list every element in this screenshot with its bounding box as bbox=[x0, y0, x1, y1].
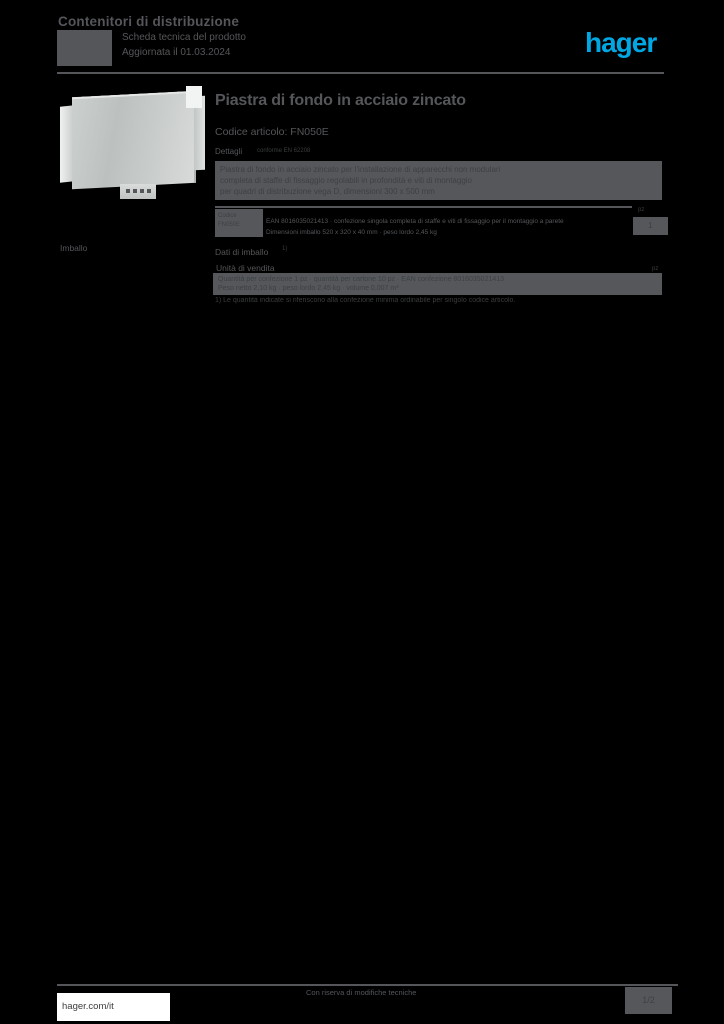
header-title: Contenitori di distribuzione bbox=[58, 14, 240, 29]
order-code-value: FN050E bbox=[218, 222, 241, 228]
plate-body-icon bbox=[72, 91, 196, 189]
footer-site-link[interactable]: hager.com/it bbox=[57, 993, 170, 1021]
plate-highlight-icon bbox=[186, 86, 202, 108]
header-mark bbox=[57, 30, 112, 66]
footer-page-box: 1/2 bbox=[625, 987, 672, 1014]
order-row-2: Dimensioni imballo 520 x 320 x 40 mm · peso lordo 2,45 kg bbox=[266, 229, 437, 236]
order-code-label: Codice bbox=[218, 213, 237, 219]
product-title: Piastra di fondo in acciaio zincato bbox=[215, 92, 466, 109]
footer-divider bbox=[57, 984, 678, 986]
logistics-unit-label: pz bbox=[652, 266, 659, 272]
product-code: Codice articolo: FN050E bbox=[215, 126, 329, 138]
plate-screws-icon bbox=[126, 189, 130, 193]
order-unit-label: pz bbox=[638, 207, 645, 213]
order-code-cell bbox=[215, 209, 263, 237]
order-row-1: EAN 8016035021413 · confezione singola completa di staffe e viti di fissaggio per il montaggio a parete bbox=[266, 218, 564, 225]
margin-label-imballo: Imballo bbox=[60, 243, 88, 253]
logistics-heading: Dati di imballo bbox=[215, 247, 269, 257]
logistics-row: Peso netto 2,10 kg · peso lordo 2,45 kg · volume 0,007 m³ bbox=[218, 285, 399, 292]
hager-logo: hager bbox=[585, 27, 657, 58]
logistics-footnote: 1) Le quantità indicate si riferiscono alla confezione minima ordinabile per singolo codice articolo. bbox=[215, 297, 516, 304]
logistics-footnote-marker: 1) bbox=[282, 246, 288, 252]
logistics-subheading: Unità di vendita bbox=[216, 263, 275, 273]
details-note: conforme EN 62208 bbox=[257, 148, 311, 154]
details-label: Dettagli bbox=[215, 147, 243, 156]
header-divider bbox=[57, 72, 664, 74]
order-unit-value-box: 1 bbox=[633, 217, 668, 235]
footer-note: Con riserva di modifiche tecniche bbox=[306, 988, 417, 997]
description-line: per quadri di distribuzione vega D, dimensioni 300 x 500 mm bbox=[220, 187, 435, 196]
logistics-table bbox=[213, 273, 662, 295]
description-line: Piastra di fondo in acciaio zincato per l'installazione di apparecchi non modulari bbox=[220, 165, 501, 174]
description-line: completa di staffe di fissaggio regolabili in profondità e viti di montaggio bbox=[220, 176, 472, 185]
header-subtitle-1: Scheda tecnica del prodotto bbox=[122, 32, 246, 43]
header-subtitle-2: Aggiornata il 01.03.2024 bbox=[122, 47, 231, 58]
description-block bbox=[215, 161, 662, 200]
product-photo bbox=[60, 86, 208, 202]
logistics-row: Quantità per confezione 1 pz · quantità per cartone 10 pz · EAN confezione 8016035021413 bbox=[218, 276, 505, 283]
order-table-top-rule bbox=[215, 206, 632, 208]
